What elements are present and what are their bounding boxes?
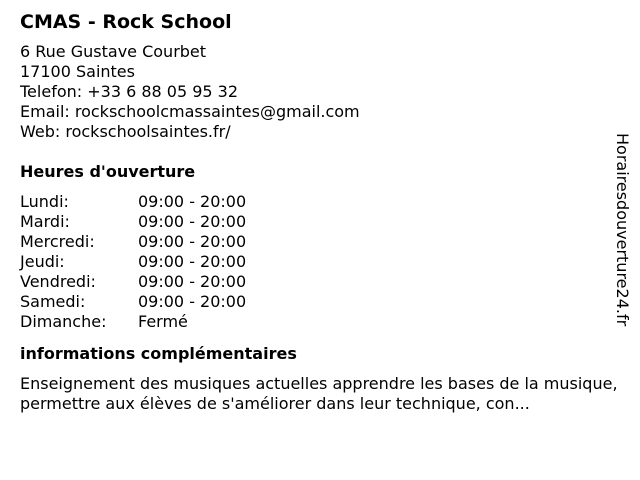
phone-line[interactable]: Telefon: +33 6 88 05 95 32 [20, 82, 239, 101]
business-name: CMAS - Rock School [20, 11, 232, 33]
email-line[interactable]: Email: rockschoolcmassaintes@gmail.com [20, 102, 360, 121]
time-value: 09:00 - 20:00 [138, 292, 247, 311]
time-value: Fermé [138, 312, 188, 331]
business-card [20, 8, 620, 414]
hours-row-friday [20, 272, 620, 292]
time-value: 09:00 - 20:00 [138, 232, 247, 251]
hours-row-tuesday [20, 212, 620, 232]
hours-row-saturday [20, 292, 620, 312]
time-value: 09:00 - 20:00 [138, 212, 247, 231]
day-label: Mercredi: [20, 232, 95, 251]
additional-info-text: Enseignement des musiques actuelles apprendre les bases de la musique, permettre aux élèves de s'améliorer dans leur technique, con... [20, 374, 618, 413]
additional-info-heading: informations complémentaires [20, 344, 297, 363]
hours-row-wednesday [20, 232, 620, 252]
opening-hours-table [20, 192, 620, 332]
site-watermark: Horairesdouverture24.fr [613, 133, 632, 327]
day-label: Vendredi: [20, 272, 96, 291]
time-value: 09:00 - 20:00 [138, 192, 247, 211]
address-block [20, 42, 620, 142]
time-value: 09:00 - 20:00 [138, 252, 247, 271]
day-label: Mardi: [20, 212, 70, 231]
opening-hours-heading: Heures d'ouverture [20, 162, 196, 181]
day-label: Dimanche: [20, 312, 107, 331]
day-label: Lundi: [20, 192, 69, 211]
street-address: 6 Rue Gustave Courbet [20, 42, 207, 61]
hours-row-sunday [20, 312, 620, 332]
hours-row-thursday [20, 252, 620, 272]
website-line[interactable]: Web: rockschoolsaintes.fr/ [20, 122, 231, 141]
day-label: Samedi: [20, 292, 86, 311]
time-value: 09:00 - 20:00 [138, 272, 247, 291]
city-postal: 17100 Saintes [20, 62, 135, 81]
hours-row-monday [20, 192, 620, 212]
day-label: Jeudi: [20, 252, 65, 271]
